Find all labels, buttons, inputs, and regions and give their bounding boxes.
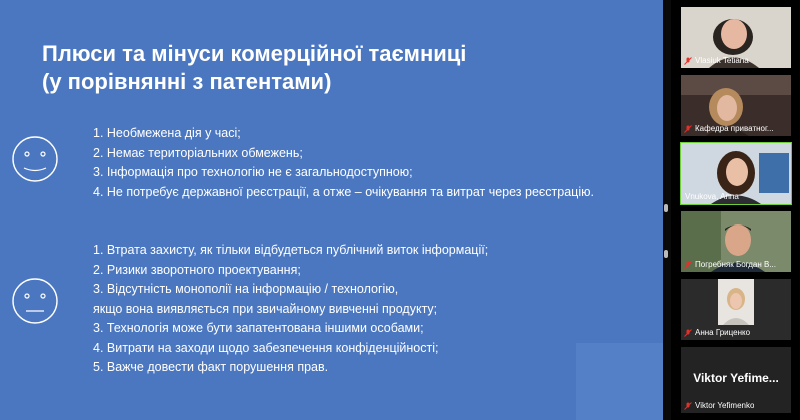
list-item: якщо вона виявляється при звичайному вивченні продукту;: [93, 301, 438, 316]
participant-display-name: Viktor Yefime...: [693, 371, 779, 385]
participant-name: Кафедра приватног...: [695, 124, 774, 133]
slide-title: [42, 40, 466, 96]
participant-name: Погребняк Богдан В...: [695, 260, 776, 269]
slide-title-line-1: Плюси та мінуси комерційної таємниці: [42, 41, 467, 66]
participant-name: Анна Гриценко: [695, 328, 751, 337]
list-item: 3. Технологія може бути запатентована іншими особами;: [93, 321, 424, 335]
muted-mic-icon: [684, 402, 692, 410]
list-item: 2. Ризики зворотного проектування;: [93, 262, 301, 277]
participant-tile[interactable]: [681, 7, 791, 68]
participant-name: Vnukova, Anna: [685, 192, 739, 201]
participant-tile[interactable]: [681, 279, 791, 340]
pros-list: [93, 124, 594, 202]
participant-tile[interactable]: [681, 347, 791, 413]
smiley-face-icon: [11, 129, 61, 189]
neutral-face-icon: [11, 271, 61, 331]
list-item: 1. Втрата захисту, як тільки відбудеться публічний виток інформації;: [93, 243, 489, 257]
muted-mic-icon: [684, 329, 692, 337]
scroll-dot: [664, 204, 668, 212]
participant-name: Vlasiuk Tetiana: [695, 56, 749, 65]
list-item: 5. Важче довести факт порушення прав.: [93, 360, 329, 374]
list-item: 4. Не потребує державної реєстрації, а отже – очікування та витрат через реєстрацію.: [93, 184, 594, 199]
participant-tile[interactable]: [681, 143, 791, 204]
participant-tile[interactable]: [681, 75, 791, 136]
list-item: 3. Відсутність монополії на інформацію / технологію,: [93, 282, 399, 296]
cons-list: [93, 241, 488, 378]
list-item: 4. Витрати на заходи щодо забезпечення конфіденційності;: [93, 340, 439, 355]
muted-mic-icon: [684, 125, 692, 133]
muted-mic-icon: [684, 57, 692, 65]
participant-tile[interactable]: [681, 211, 791, 272]
list-item: 2. Немає територіальних обмежень;: [93, 145, 303, 160]
participant-name: Viktor Yefimenko: [695, 401, 755, 410]
muted-mic-icon: [684, 261, 692, 269]
slide-title-line-2: (у порівнянні з патентами): [42, 69, 332, 94]
scroll-dot: [664, 250, 668, 258]
slide-overlay-patch: [576, 343, 663, 420]
list-item: 3. Інформація про технологію не є загальнодоступною;: [93, 165, 413, 179]
list-item: 1. Необмежена дія у часі;: [93, 126, 241, 140]
panel-scrollbar[interactable]: [663, 0, 671, 420]
